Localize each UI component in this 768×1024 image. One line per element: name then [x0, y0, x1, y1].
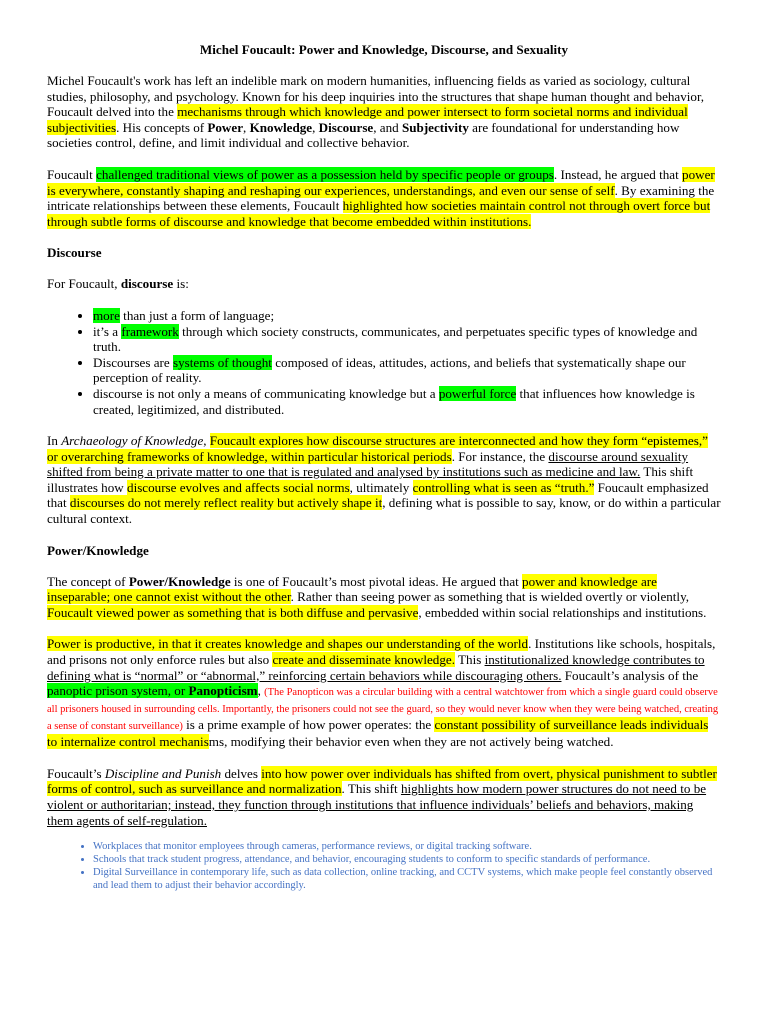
highlight: Power is productive, in that it creates knowledge and shapes our understanding of the world — [47, 636, 529, 652]
archaeology-paragraph: In Archaeology of Knowledge, Foucault explores how discourse structures are interconnected and how they form “epistemes,” or overarching frameworks of knowledge, within particular historical periods. For instance, the discourse around sexuality shifted from being a private matter to one that is regulated and analysed by institutions such as medicine and law. This shift illustrates how discourse evolves and affects social norms, ultimately controlling what is seen as “truth.” Foucault emphasized that discourses do not merely reflect reality but actively shape it, defining what is possible to say, know, or do within a particular cultural context. — [47, 433, 721, 527]
green-highlight: more — [93, 307, 120, 323]
discipline-paragraph: Foucault’s Discipline and Punish delves into how power over individuals has shifted from overt, physical punishment to subtler forms of control, such as surveillance and normalization. This shift highlights how modern power structures do not need to be violent or authoritarian; instead, they function through institutions that influence individuals’ beliefs and behaviors, making them agents of self-regulation. — [47, 765, 717, 828]
highlight: create and disseminate knowledge. — [272, 652, 455, 668]
discourse-definition-list — [47, 308, 721, 417]
green-highlight: challenged traditional views of power as a possession held by specific people or groups — [96, 166, 554, 182]
highlight: constant possibility of surveillance leads individuals to internalize control mechanis — [47, 717, 709, 750]
highlight: Foucault explores how discourse structures are interconnected and how they form “epistemes,” or overarching frameworks of knowledge, within particular historical periods — [47, 433, 708, 464]
list-item: • Digital Surveillance in contemporary life, such as data collection, online tracking, and CCTV systems, which make people feel constantly observed and lead them to adjust their behavior accordingly. — [93, 866, 721, 892]
green-highlight: framework — [121, 323, 179, 339]
intro-paragraph: Michel Foucault's work has left an indelible mark on modern humanities, influencing fields as varied as sociology, cultural studies, philosophy, and psychology. Known for his deep inquiries into the structures that shape human thought and behavior, Foucault delved into the mechanisms through which knowledge and power intersect to form societal norms and individual subjectivities. His concepts of Power, Knowledge, Discourse, and Subjectivity are foundational for understanding how societies control, define, and limit individual and collective behavior. — [47, 73, 705, 151]
highlight: discourse evolves and affects social norms — [127, 479, 350, 495]
highlight: highlighted how societies maintain control not through overt force but through subtle forms of discourse and knowledge that become embedded within institutions. — [47, 198, 711, 229]
examples-list — [47, 840, 721, 892]
underlined-text: highlights how modern power structures do not need to be violent or authoritarian; instead, they function through institutions that influence individuals’ beliefs and behaviors, making them agents of self-regulation. — [47, 781, 707, 828]
green-highlight: powerful force — [438, 385, 517, 401]
highlight: discourses do not merely reflect reality but actively shape it — [69, 495, 383, 511]
panopticism-paragraph: Power is productive, in that it creates knowledge and shapes our understanding of the world. Institutions like schools, hospitals, and prisons not only enforce rules but also create and disseminate knowledge. This institutionalized knowledge contributes to defining what is “normal” or “abnormal,” reinforcing certain behaviors while discouraging others. Foucault’s analysis of the panoptic prison system, or Panopticism, (The Panopticon was a circular building with a central watchtower from which a single guard could observe all prisoners housed in surrounding cells. Importantly, the prisoners could not see the guard, so they would never know when they were being watched, creating a sense of constant surveillance) is a prime example of how power operates: the constant possibility of surveillance leads individuals to internalize control mechanisms, modifying their behavior even when they are not actively being watched. — [47, 636, 719, 750]
section-heading-discourse: Discourse — [47, 245, 102, 261]
red-annotation: (The Panopticon was a circular building with a central watchtower from which a single guard could observe all prisoners housed in surrounding cells. Importantly, the prisoners could not see the guard, so they would never know when they were being watched, creating a sense of constant surveillance) — [47, 687, 719, 733]
list-item: • more than just a form of language; — [93, 308, 721, 324]
document-title: Michel Foucault: Power and Knowledge, Discourse, and Sexuality — [199, 42, 569, 57]
list-item: • Workplaces that monitor employees through cameras, performance reviews, or digital tracking software. — [93, 840, 721, 853]
list-item: • Schools that track student progress, attendance, and behavior, encouraging students to conform to specific standards of performance. — [93, 853, 721, 866]
highlight: mechanisms through which knowledge and power intersect to form societal norms and individual subjectivities — [47, 104, 688, 135]
highlight: Foucault viewed power as something that is both diffuse and pervasive — [47, 604, 419, 620]
section-heading-power-knowledge: Power/Knowledge — [47, 542, 149, 558]
highlight: controlling what is seen as “truth.” — [412, 479, 595, 495]
power-knowledge-paragraph: The concept of Power/Knowledge is one of Foucault’s most pivotal ideas. He argued that power and knowledge are inseparable; one cannot exist without the other. Rather than seeing power as something that is wielded overtly or violently, Foucault viewed power as something that is both diffuse and pervasive, embedded within social relationships and institutions. — [47, 573, 707, 620]
highlight: into how power over individuals has shifted from overt, physical punishment to subtler forms of control, such as surveillance and normalization — [47, 765, 717, 797]
green-highlight: Panopticism — [188, 683, 258, 699]
underlined-text: discourse around sexuality shifted from being a private matter to one that is regulated and analysed by institutions such as medicine and law. — [47, 448, 689, 480]
discourse-intro: For Foucault, discourse is: — [47, 276, 189, 292]
highlight: power and knowledge are inseparable; one cannot exist without the other — [47, 573, 657, 605]
underlined-text: institutionalized knowledge contributes to defining what is “normal” or “abnormal,” reinforcing certain behaviors while discouraging others. — [47, 652, 705, 683]
list-item: • discourse is not only a means of communicating knowledge but a powerful force that influences how knowledge is created, legitimized, and distributed. — [93, 386, 721, 417]
power-overview-paragraph: Foucault challenged traditional views of power as a possession held by specific people or groups. Instead, he argued that power is everywhere, constantly shaping and reshaping our experiences, understandings, and even our sense of self. By examining the intricate relationships between these elements, Foucault highlighted how societies maintain control not through overt force but through subtle forms of discourse and knowledge that become embedded within institutions. — [47, 166, 715, 229]
green-highlight: systems of thought — [173, 354, 272, 370]
green-highlight: panoptic prison system, or — [47, 683, 189, 699]
list-item: • it’s a framework through which society constructs, communicates, and perpetuates specific types of knowledge and truth. — [93, 324, 721, 355]
highlight: power is everywhere, constantly shaping and reshaping our experiences, understandings, and even our sense of self — [47, 166, 715, 198]
list-item: • Discourses are systems of thought composed of ideas, attitudes, actions, and beliefs that systematically shape our perception of reality. — [93, 355, 721, 386]
